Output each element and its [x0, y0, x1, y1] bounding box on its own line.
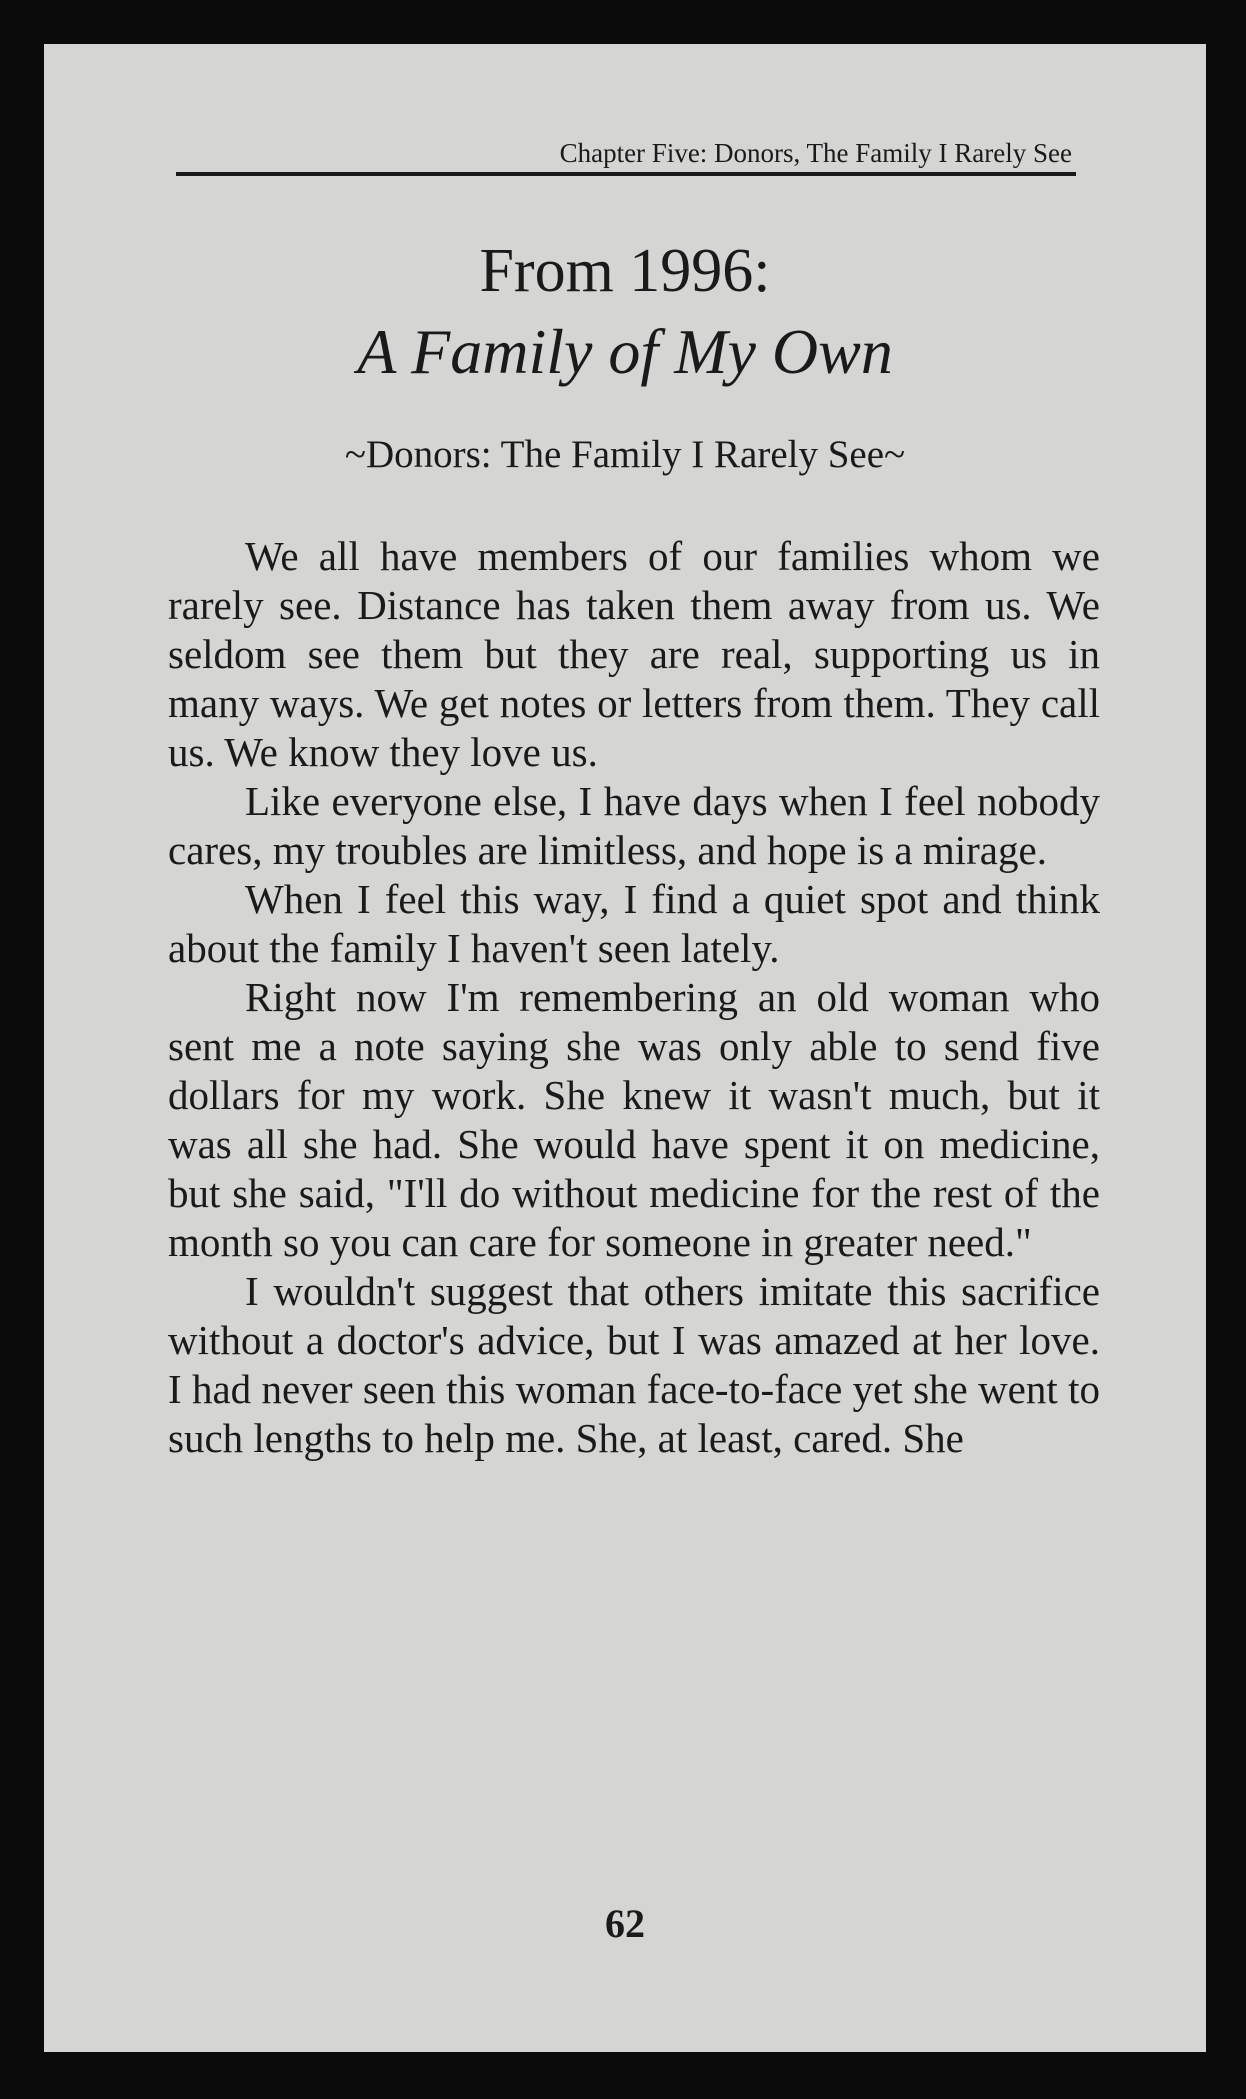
book-page — [44, 44, 1206, 2052]
page-number: 62 — [605, 1901, 645, 1946]
paragraph: I wouldn't suggest that others imitate this sacrifice without a doctor's advice, but I was amazed at her love. I had never seen this woman face-to-face yet she went to such lengths to help me. She, at least, cared. She — [168, 1268, 1100, 1461]
header-rule — [176, 172, 1076, 176]
paragraph: We all have members of our families whom we rarely see. Distance has taken them away from us. We seldom see them but they are real, supporting us in many ways. We get notes or letters from them. They call us. We know they love us. — [168, 533, 1100, 775]
chapter-title-subtitle: A Family of My Own — [357, 316, 893, 387]
running-head: Chapter Five: Donors, The Family I Rarely See — [559, 138, 1072, 168]
section-heading: ~Donors: The Family I Rarely See~ — [344, 433, 906, 476]
paragraph: Right now I'm remembering an old woman who sent me a note saying she was only able to send five dollars for my work. She knew it wasn't much, but it was all she had. She would have spent it on medicine, but she said, "I'll do without medicine for the rest of the month so you can care for someone in greater need." — [168, 974, 1100, 1265]
paragraph: When I feel this way, I find a quiet spot and think about the family I haven't seen lately. — [168, 876, 1100, 971]
chapter-title-year: From 1996: — [479, 237, 771, 305]
paragraph: Like everyone else, I have days when I feel nobody cares, my troubles are limitless, and hope is a mirage. — [168, 778, 1100, 873]
body-text — [168, 532, 1100, 1463]
